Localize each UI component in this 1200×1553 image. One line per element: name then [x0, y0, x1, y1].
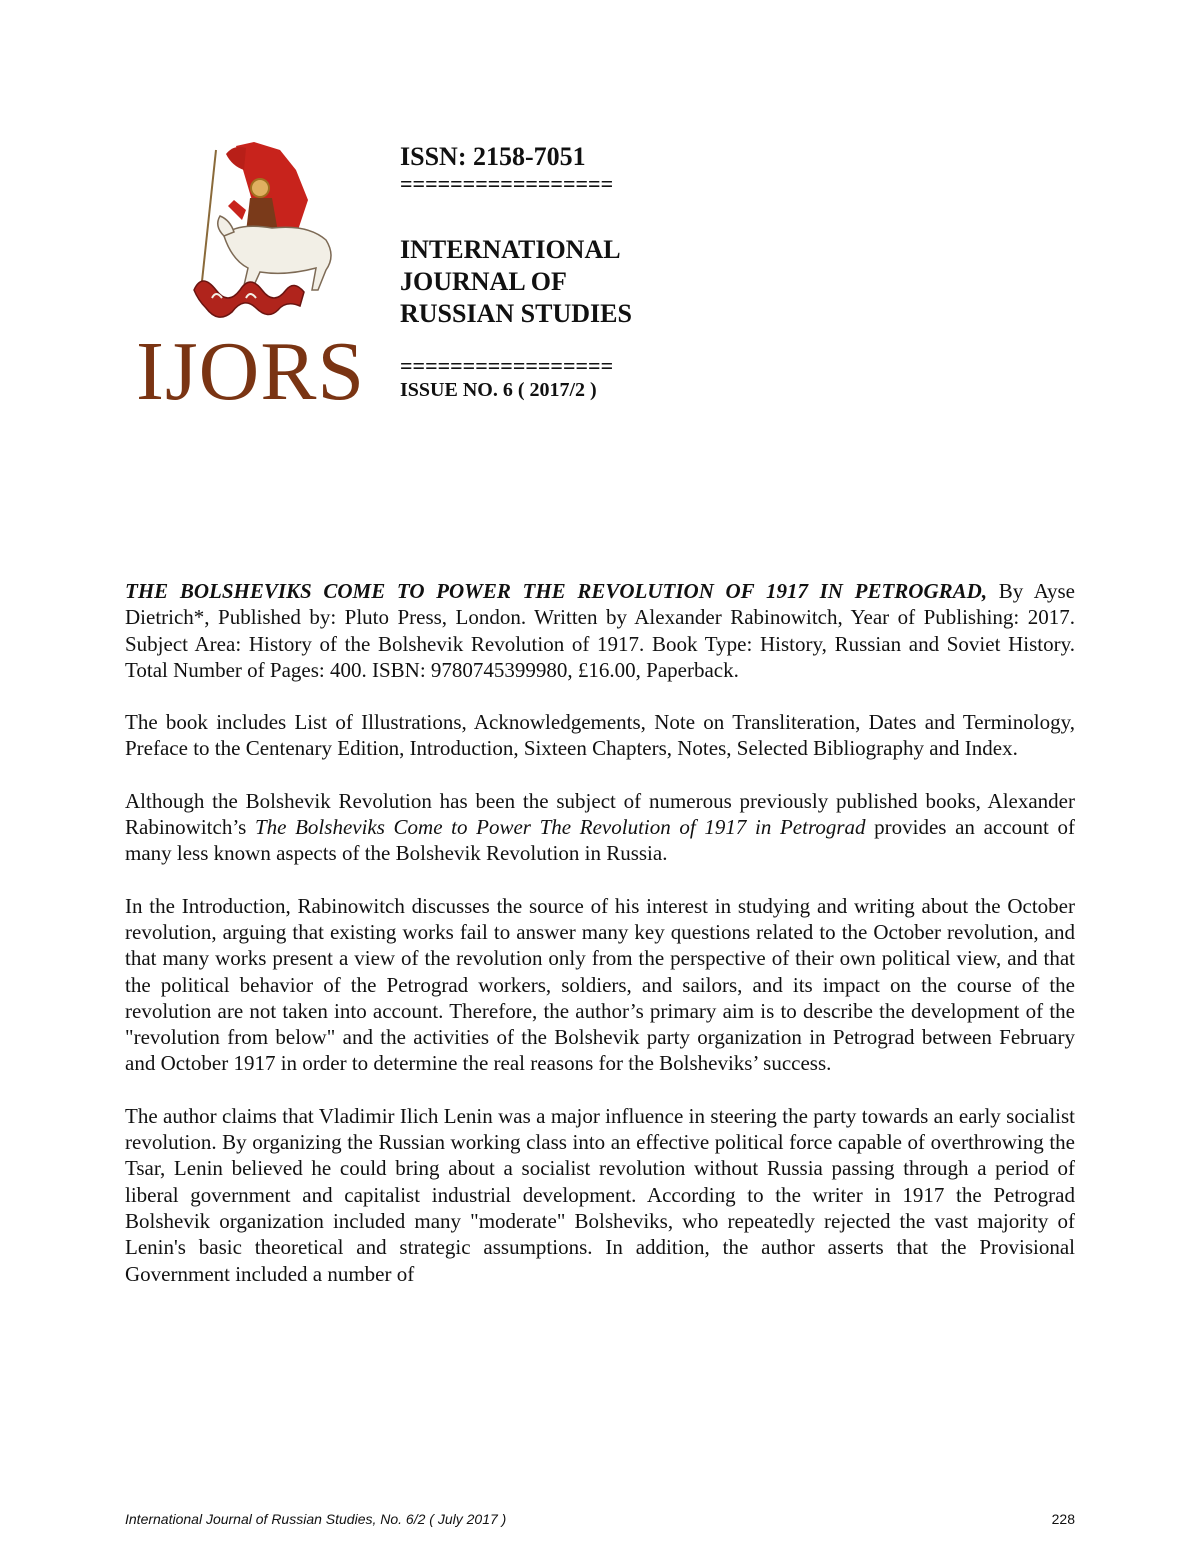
journal-title-line-2: JOURNAL OF [400, 267, 567, 296]
st-george-icon [176, 140, 346, 330]
overview-text-start: Although the Bolshevik Revolution has been the subject of numerous previously published books, Alexander Rabinowitch’s [125, 788, 1075, 840]
lenin-paragraph: The author claims that Vladimir Ilich Lenin was a major influence in steering the party towards an early socialist revolution. By organizing the Russian working class into an effective political force capable of overthrowing the Tsar, Lenin believed he could bring about a socialist revolution without Russia passing through a period of liberal government and capitalist industrial development. According to the writer in 1917 the Petrograd Bolshevik organization included many "moderate" Bolsheviks, who repeatedly rejected the vast majority of Lenin's basic theoretical and strategic assumptions. In addition, the author asserts that the Provisional Government included a number of [125, 1103, 1075, 1286]
book-title-italic: The Bolsheviks Come to Power The Revolution of 1917 in Petrograd [254, 815, 866, 840]
journal-logo [136, 140, 384, 418]
issn: ISSN: 2158-7051 [400, 142, 586, 171]
article-citation-paragraph [125, 578, 1075, 683]
journal-title-line-1: INTERNATIONAL [400, 235, 621, 264]
citation-details: By Ayse Dietrich*, Published by: Pluto Press, London. Written by Alexander Rabinowitch, Year of Publishing: 2017. Subject Area: History of the Bolshevik Revolution of 1917. Book Type: History, Russian and Soviet History. Total Number of Pages: 400. ISBN: 9780745399980, £16.00, Paperback. [125, 579, 1075, 682]
page-footer [125, 1511, 1075, 1527]
journal-title-line-3: RUSSIAN STUDIES [400, 299, 632, 328]
introduction-paragraph: In the Introduction, Rabinowitch discusses the source of his interest in studying and writing about the October revolution, arguing that existing works fail to answer many key questions related to the October revolution, and that many works present a view of the revolution only from the perspective of their own political view, and that the political behavior of the Petrograd workers, soldiers, and sailors, and its impact on the course of the revolution are not taken into account. Therefore, the author’s primary aim is to describe the development of the "revolution from below" and the activities of the Bolshevik party organization in Petrograd between February and October 1917 in order to determine the real reasons for the Bolsheviks’ success. [125, 893, 1075, 1076]
footer-citation: International Journal of Russian Studies, No. 6/2 ( July 2017 ) [125, 1511, 507, 1527]
page-number: 228 [1051, 1511, 1075, 1527]
overview-paragraph [125, 788, 1075, 867]
divider-bottom: ================= [400, 353, 614, 378]
book-title: THE BOLSHEVIKS COME TO POWER THE REVOLUTION OF 1917 IN PETROGRAD, [125, 579, 988, 603]
divider-top: ================= [400, 171, 614, 196]
article-body [125, 578, 1075, 1313]
contents-paragraph: The book includes List of Illustrations, Acknowledgements, Note on Transliteration, Dates and Terminology, Preface to the Centenary Edition, Introduction, Sixteen Chapters, Notes, Selected Bibliography and Index. [125, 710, 1075, 761]
issue-number: ISSUE NO. 6 ( 2017/2 ) [400, 379, 597, 401]
logo-wordmark: IJORS [136, 325, 366, 418]
masthead [400, 142, 632, 402]
overview-text-end: provides an account of many less known aspects of the Bolshevik Revolution in Russia. [125, 815, 1076, 866]
